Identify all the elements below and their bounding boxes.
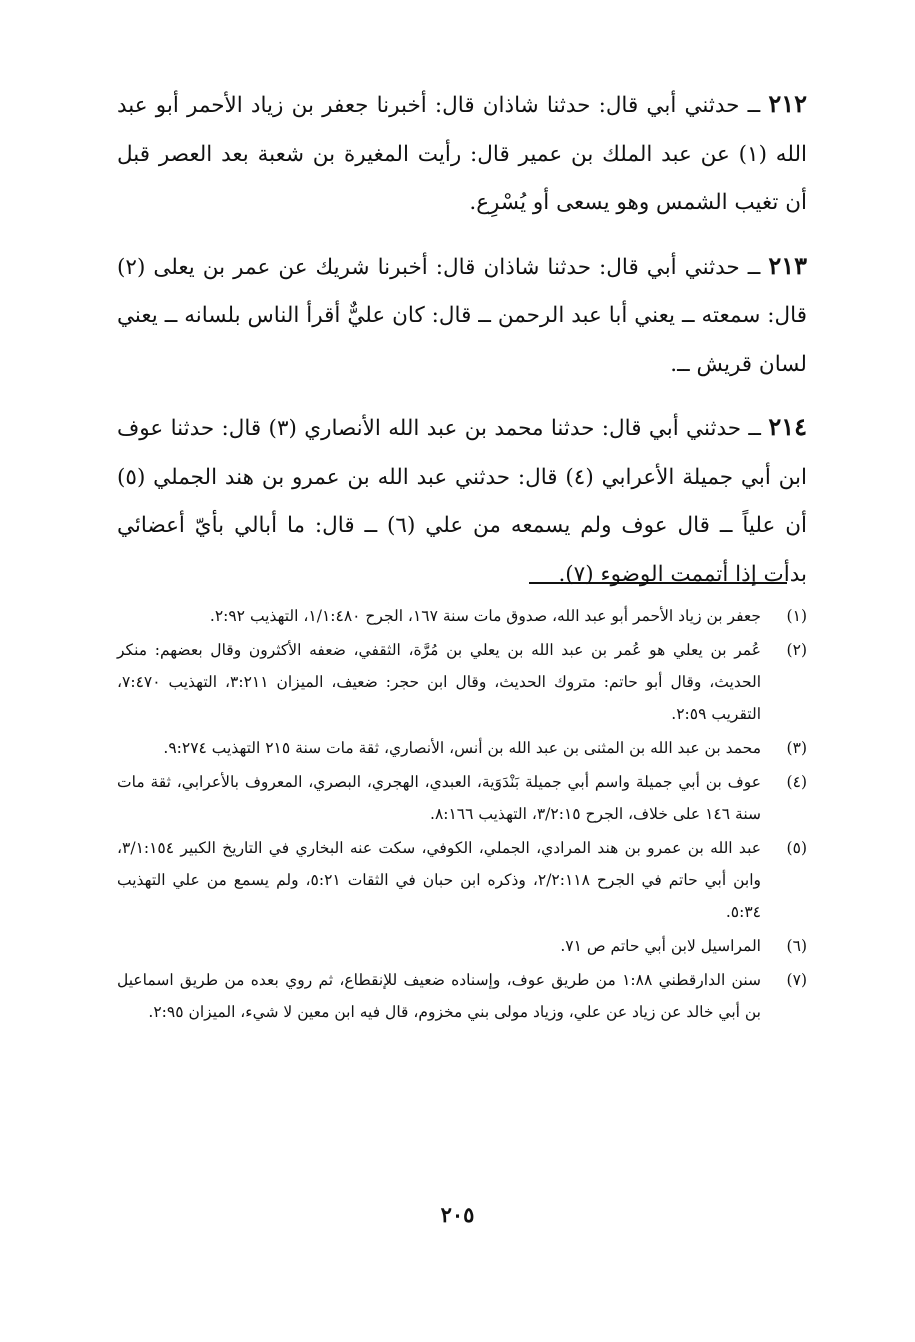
main-text	[117, 80, 807, 613]
footnote-4	[117, 766, 807, 830]
footnote-5	[117, 832, 807, 928]
footnote-text: عوف بن أبي جميلة واسم أبي جميلة بَنْدَوَية، العبدي، الهجري، البصري، المعروف بالأعرابي، ثقة مات سنة ١٤٦ على خلاف، الجرح ٣/٢:١٥، التهذيب ٨:١٦٦.	[117, 773, 761, 823]
footnotes	[117, 600, 807, 1030]
footnote-marker: (٦)	[786, 937, 807, 955]
footnote-marker: (٧)	[786, 971, 807, 989]
footnote-3	[117, 732, 807, 764]
footnote-2	[117, 634, 807, 730]
footnote-marker: (١)	[786, 607, 807, 625]
footnote-text: المراسيل لابن أبي حاتم ص ٧١.	[560, 937, 761, 955]
hadith-number: ٢١٤	[768, 412, 807, 441]
footnote-marker: (٣)	[786, 739, 807, 757]
footnote-text: عُمر بن يعلي هو عُمر بن عبد الله بن يعلي بن مُرَّة، الثقفي، ضعفه الأكثرون وقال بعضهم: منكر الحديث، وقال أبو حاتم: متروك الحديث، وقال ابن حجر: ضعيف، الميزان ٣:٢١١، التهذيب ٧:٤٧٠، التقريب ٢:٥٩.	[117, 641, 761, 723]
hadith-213: ٢١٣ ــ حدثني أبي قال: حدثنا شاذان قال: أخبرنا شريك عن عمر بن يعلى (٢) قال: سمعته ــ يعني أبا عبد الرحمن ــ قال: كان عليٌّ أقرأ الناس بلسانه ــ يعني لسان قريش ــ.	[117, 250, 807, 377]
footnote-6	[117, 930, 807, 962]
footnote-text: جعفر بن زياد الأحمر أبو عبد الله، صدوق مات سنة ١٦٧، الجرح ١/١:٤٨٠، التهذيب ٢:٩٢.	[209, 607, 761, 625]
footnote-7	[117, 964, 807, 1028]
hadith-number: ٢١٢	[768, 89, 807, 118]
page-number: ٢٠٥	[440, 1202, 475, 1227]
footnote-1	[117, 600, 807, 632]
hadith-text: حدثني أبي قال: حدثنا شاذان قال: أخبرنا جعفر بن زياد الأحمر أبو عبد الله (١) عن عبد الملك بن عمير قال: رأيت المغيرة بن شعبة بعد العصر قبل أن تغيب الشمس وهو يسعى أو يُسْرِع.	[117, 93, 807, 215]
hadith-text: حدثني أبي قال: حدثنا شاذان قال: أخبرنا شريك عن عمر بن يعلى (٢) قال: سمعته ــ يعني أبا عبد الرحمن ــ قال: كان عليٌّ أقرأ الناس بلسانه ــ يعني لسان قريش ــ.	[117, 254, 807, 377]
hadith-212: ٢١٢ ــ حدثني أبي قال: حدثنا شاذان قال: أخبرنا جعفر بن زياد الأحمر أبو عبد الله (١) عن عبد الملك بن عمير قال: رأيت المغيرة بن شعبة بعد العصر قبل أن تغيب الشمس وهو يسعى أو يُسْرِع.	[117, 89, 807, 215]
footnote-text: محمد بن عبد الله بن المثنى بن عبد الله بن أنس، الأنصاري، ثقة مات سنة ٢١٥ التهذيب ٩:٢٧٤.	[163, 739, 761, 757]
footnote-text: عبد الله بن عمرو بن هند المرادي، الجملي، الكوفي، سكت عنه البخاري في التاريخ الكبير ٣/١:١٥٤، وابن أبي حاتم في الجرح ٢/٢:١١٨، وذكره ابن حبان في الثقات ٥:٢١، ولم يسمع من علي التهذيب ٥:٣٤.	[117, 839, 761, 921]
footnote-marker: (٥)	[786, 839, 807, 857]
hadith-text: حدثني أبي قال: حدثنا محمد بن عبد الله الأنصاري (٣) قال: حدثنا عوف ابن أبي جميلة الأعرابي (٤) قال: حدثني عبد الله بن عمرو بن هند الجملي (٥) أن علياً ــ قال عوف ولم يسمعه من علي (٦) ــ قال: ما أبالي بأيّ أعضائي بدأت إذا أتممت الوضوء (٧).	[117, 416, 808, 587]
footnote-marker: (٤)	[786, 773, 807, 791]
hadith-214: ٢١٤ ــ حدثني أبي قال: حدثنا محمد بن عبد الله الأنصاري (٣) قال: حدثنا عوف ابن أبي جميلة الأعرابي (٤) قال: حدثني عبد الله بن عمرو بن هند الجملي (٥) أن علياً ــ قال عوف ولم يسمعه من علي (٦) ــ قال: ما أبالي بأيّ أعضائي بدأت إذا أتممت الوضوء (٧).	[117, 412, 808, 587]
hadith-number: ٢١٣	[768, 250, 807, 280]
footnote-marker: (٢)	[786, 641, 807, 659]
footnote-divider	[529, 582, 787, 584]
footnote-text: سنن الدارقطني ١:٨٨ من طريق عوف، وإسناده ضعيف للإنقطاع، ثم روي بعده من طريق اسماعيل بن أبي خالد عن زياد عن علي، وزياد مولى بني مخزوم، قال فيه ابن معين لا شيء، الميزان ٢:٩٥.	[117, 971, 762, 1021]
